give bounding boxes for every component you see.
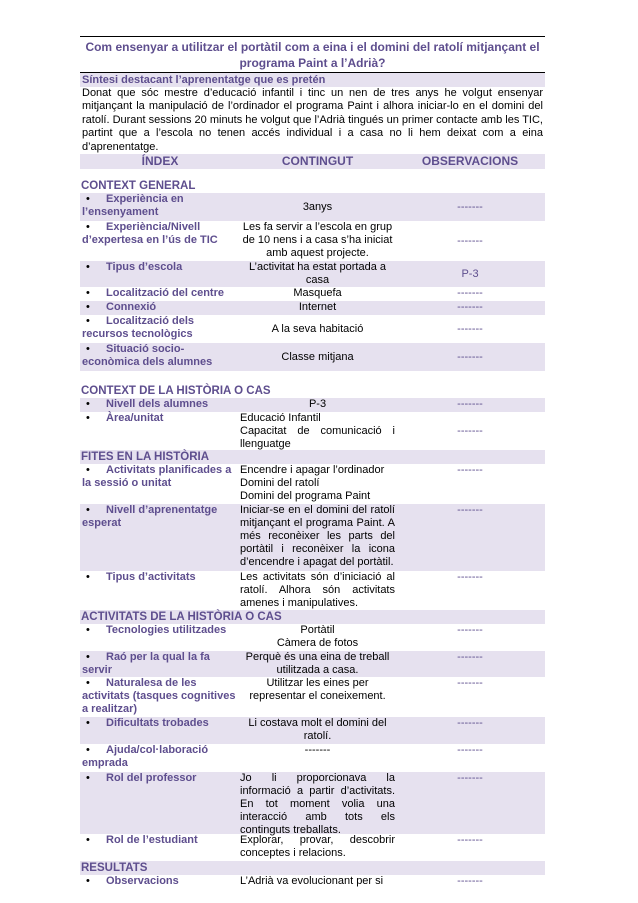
row-observations: ------- [457,651,483,664]
table-row [80,315,545,343]
row-observations: ------- [457,834,483,847]
row-label: • Activitats planificades a la sessió o unitat [80,464,240,504]
section-title-fites: FITES EN LA HISTÒRIA [80,450,545,464]
section-title-activitats: ACTIVITATS DE LA HISTÒRIA O CAS [80,610,545,624]
row-observations: ------- [457,772,483,785]
row-observations: ------- [457,287,483,300]
table-row [80,398,545,412]
row-content: Portàtil Càmera de fotos [276,624,359,650]
row-observations: ------- [457,504,483,517]
row-content: Classe mitjana [281,350,354,363]
table-row [80,301,545,315]
row-content: Li costava molt el domini del ratolí. [248,717,387,743]
table-row [80,834,545,861]
row-observations: P-3 [461,267,479,280]
row-label: • Experiència en l’ensenyament [80,193,240,221]
row-label: • Tecnologies utilitzades [80,624,240,651]
row-content: L’activitat ha estat portada a casa [249,261,386,287]
row-content: Masquefa [293,287,342,300]
table-row [80,193,545,221]
row-label: • Situació socio-econòmica dels alumnes [80,343,240,371]
row-content: Utilitzar les eines per representar el coneixement. [249,677,386,703]
row-label: • Connexió [80,301,240,315]
row-content: Educació Infantil Capacitat de comunicació i llenguatge [240,412,395,451]
row-label: • Rol de l’estudiant [80,834,240,861]
row-content: Jo li proporcionava la informació a partir d’activitats. En tot moment volia una interacció amb tots els continguts treballats. [240,772,395,837]
row-observations: ------- [457,301,483,314]
row-label: • Naturalesa de les activitats (tasques cognitives a realitzar) [80,677,240,717]
row-observations: ------- [457,398,483,411]
row-observations: ------- [457,234,483,247]
table-row [80,651,545,677]
row-observations: ------- [457,571,483,584]
row-content: Perquè és una eina de treball utilitzada a casa. [245,651,390,677]
row-label: • Experiència/Nivell d’expertesa en l’ús de TIC [80,221,240,261]
row-observations: ------- [457,322,483,335]
table-row [80,677,545,717]
row-observations: ------- [457,350,483,363]
intro-heading: Síntesi destacant l’aprenentatge que es pretén [80,72,545,87]
row-observations: ------- [457,624,483,637]
row-label: • Nivell dels alumnes [80,398,240,412]
table-row [80,571,545,610]
row-observations: ------- [457,464,483,477]
row-content: Les fa servir a l’escola en grup de 10 nens i a casa s’ha iniciat amb aquest projecte. [242,221,393,260]
document-page [80,36,545,889]
row-observations: ------- [457,717,483,730]
row-content: Iniciar-se en el domini del ratolí mitjançant el programa Paint. A més reconèixer les parts del portàtil i reconèixer la icona d’encendre i apagat del portàtil. [240,504,395,569]
row-label: • Localització del centre [80,287,240,301]
table-header [80,154,545,169]
row-label: • Dificultats trobades [80,717,240,744]
table-row [80,261,545,287]
header-content: CONTINGUT [281,154,354,169]
document-title: Com ensenyar a utilitzar el portàtil com a eina i el domini del ratolí mitjançant el programa Paint a l’Adrià? [80,36,545,71]
row-label: • Observacions [80,875,240,889]
row-label: • Nivell d’aprenentatge esperat [80,504,240,571]
row-observations: ------- [457,744,483,757]
table-row [80,744,545,772]
table-row [80,287,545,301]
row-label: • Ajuda/col·laboració emprada [80,744,240,772]
row-label: • Raó per la qual la fa servir [80,651,240,677]
row-content: 3anys [302,200,333,213]
section-title-context-general: CONTEXT GENERAL [81,180,196,193]
row-observations: ------- [457,200,483,213]
table-row [80,624,545,651]
section-title-context-historia: CONTEXT DE LA HISTÒRIA O CAS [81,385,271,398]
row-observations: ------- [457,677,483,690]
table-row [80,717,545,744]
table-row [80,772,545,837]
row-content: Encendre i apagar l’ordinador Domini del ratolí Domini del programa Paint [240,464,385,503]
row-label: • Localització dels recursos tecnològics [80,315,240,343]
row-content: Explorar, provar, descobrir conceptes i relacions. [240,834,395,860]
row-observations: ------- [457,424,483,437]
row-content: P-3 [308,398,327,411]
table-row [80,504,545,571]
section-title-resultats: RESULTATS [80,861,545,875]
row-content: L’Adrià va evolucionant per si [240,875,384,888]
header-index: ÍNDEX [141,154,179,169]
table-row [80,221,545,261]
row-content: Les activitats són d’iniciació al ratolí. Alhora són activitats amenes i manipulatives. [240,571,395,610]
row-content: Internet [298,301,337,314]
header-observations: OBSERVACIONS [421,154,519,169]
table-row [80,464,545,504]
row-label: • Rol del professor [80,772,240,834]
row-content: A la seva habitació [271,322,364,335]
row-label: • Àrea/unitat [80,412,240,450]
row-label: • Tipus d’escola [80,261,240,287]
table-row [80,343,545,371]
table-row [80,875,545,889]
row-observations: ------- [457,875,483,888]
table-row [80,412,545,450]
intro-text: Donat que sóc mestre d’educació infantil i tinc un nen de tres anys he volgut ensenyar mitjançant la manipulació de l’ordinador el programa Paint i alhora iniciar-lo en el domini del ratolí. Durant sessions 20 minuts he volgut que l’Adrià tingués un primer contacte amb les TIC, partint que a l’escola no tenen accés individual i a casa no li hem deixat com a eina d’aprenentatge. [82,87,543,153]
row-content: ------- [304,744,331,757]
row-label: • Tipus d’activitats [80,571,240,610]
